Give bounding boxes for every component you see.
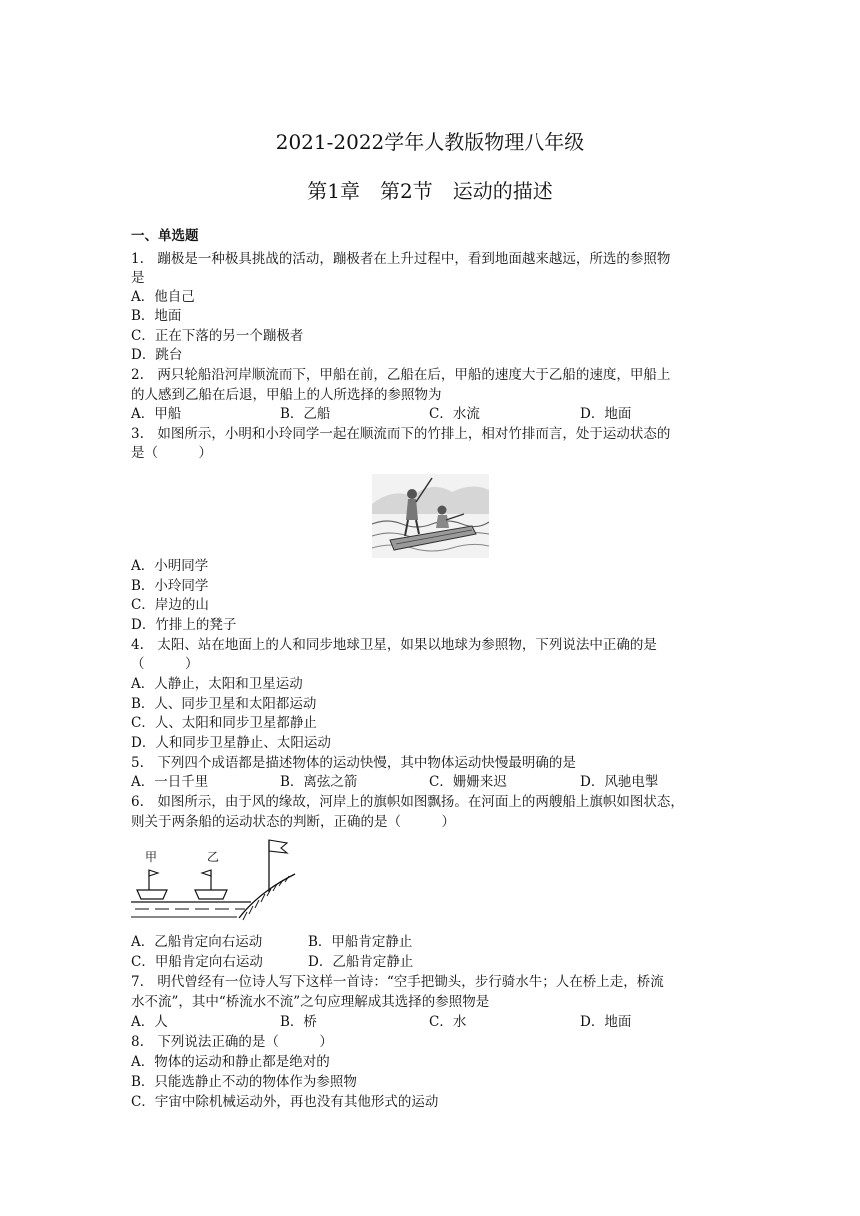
question-2-options [131, 405, 751, 424]
question-6-stem-line-1: 6. 如图所示，由于风的缘故，河岸上的旗帜如图飘扬。在河面上的两艘船上旗帜如图状态， [131, 794, 684, 810]
question-5-option-b: B．离弦之箭 [280, 774, 358, 790]
question-2-option-d: D．地面 [580, 406, 632, 422]
question-7-option-a: A．人 [131, 1014, 168, 1030]
question-7-options [131, 1013, 751, 1032]
question-1-stem-line-2: 是 [131, 270, 145, 286]
question-4-stem-line-1: 4. 太阳、站在地面上的人和同步地球卫星，如果以地球为参照物，下列说法中正确的是 [131, 637, 657, 653]
question-5-option-a: A．一日千里 [131, 774, 209, 790]
question-6-stem-line-2: 则关于两条船的运动状态的判断，正确的是（ ） [131, 814, 455, 830]
question-5-options [131, 773, 751, 792]
question-1-stem-line-1: 1. 蹦极是一种极具挑战的活动，蹦极者在上升过程中，看到地面越来越远，所选的参照物 [131, 251, 671, 267]
question-4-option-c: C．人、太阳和同步卫星都静止 [131, 715, 317, 731]
section-heading: 一、单选题 [131, 228, 199, 244]
question-2-stem-line-2: 的人感到乙船在后退，甲船上的人所选择的参照物为 [131, 387, 442, 403]
question-6-option-b: B．甲船肯定静止 [308, 934, 413, 950]
question-1-option-b: B．地面 [131, 308, 182, 324]
question-4-stem-line-2: （ ） [131, 656, 199, 672]
question-6-option-d: D．乙船肯定静止 [308, 954, 414, 970]
question-4-option-a: A．人静止，太阳和卫星运动 [131, 676, 303, 692]
question-5-option-d: D．风驰电掣 [580, 774, 659, 790]
boat-jia-label: 甲 [145, 850, 158, 864]
question-4-option-d: D．人和同步卫星静止、太阳运动 [131, 735, 331, 751]
question-6-options-row-1 [131, 933, 751, 952]
boats-and-flags-diagram [131, 836, 301, 928]
question-1-option-d: D．跳台 [131, 347, 183, 363]
question-8-option-b: B．只能选静止不动的物体作为参照物 [131, 1074, 357, 1090]
question-2-stem-line-1: 2. 两只轮船沿河岸顺流而下，甲船在前，乙船在后，甲船的速度大于乙船的速度，甲船上 [131, 367, 671, 383]
question-3-option-d: D．竹排上的凳子 [131, 617, 237, 633]
bamboo-raft-illustration [372, 474, 489, 558]
question-8-option-a: A．物体的运动和静止都是绝对的 [131, 1054, 330, 1070]
boat-yi-label: 乙 [207, 850, 220, 864]
question-3-stem-line-1: 3. 如图所示，小明和小玲同学一起在顺流而下的竹排上，相对竹排而言，处于运动状态的 [131, 426, 671, 442]
question-6-option-c: C．甲船肯定向右运动 [131, 954, 263, 970]
question-4-option-b: B．人、同步卫星和太阳都运动 [131, 696, 317, 712]
question-5-stem: 5. 下列四个成语都是描述物体的运动快慢，其中物体运动快慢最明确的是 [131, 755, 576, 771]
question-3-option-c: C．岸边的山 [131, 597, 209, 613]
page-title: 2021-2022学年人教版物理八年级 [275, 130, 585, 154]
question-3-stem-line-2: 是（ ） [131, 445, 212, 461]
question-7-option-b: B．桥 [280, 1014, 317, 1030]
question-6-option-a: A．乙船肯定向右运动 [131, 934, 263, 950]
question-8-option-c: C．宇宙中除机械运动外，再也没有其他形式的运动 [131, 1094, 439, 1110]
question-8-stem: 8. 下列说法正确的是（ ） [131, 1034, 333, 1050]
question-7-stem-line-2: 水不流”，其中“桥流水不流”之句应理解成其选择的参照物是 [131, 994, 490, 1010]
question-6-options-row-2 [131, 953, 751, 972]
question-1-option-c: C．正在下落的另一个蹦极者 [131, 328, 304, 344]
question-2-option-a: A．甲船 [131, 406, 182, 422]
question-5-option-c: C．姗姗来迟 [429, 774, 507, 790]
question-7-stem-line-1: 7. 明代曾经有一位诗人写下这样一首诗：“空手把锄头，步行骑水牛；人在桥上走，桥流 [131, 974, 664, 990]
question-3-option-b: B．小玲同学 [131, 578, 209, 594]
question-2-option-c: C．水流 [429, 406, 480, 422]
question-1-option-a: A．他自己 [131, 289, 195, 305]
question-2-option-b: B．乙船 [280, 406, 331, 422]
question-7-option-d: D．地面 [580, 1014, 632, 1030]
question-3-option-a: A．小明同学 [131, 558, 209, 574]
page-subtitle: 第1章 第2节 运动的描述 [307, 179, 553, 203]
question-7-option-c: C．水 [429, 1014, 467, 1030]
